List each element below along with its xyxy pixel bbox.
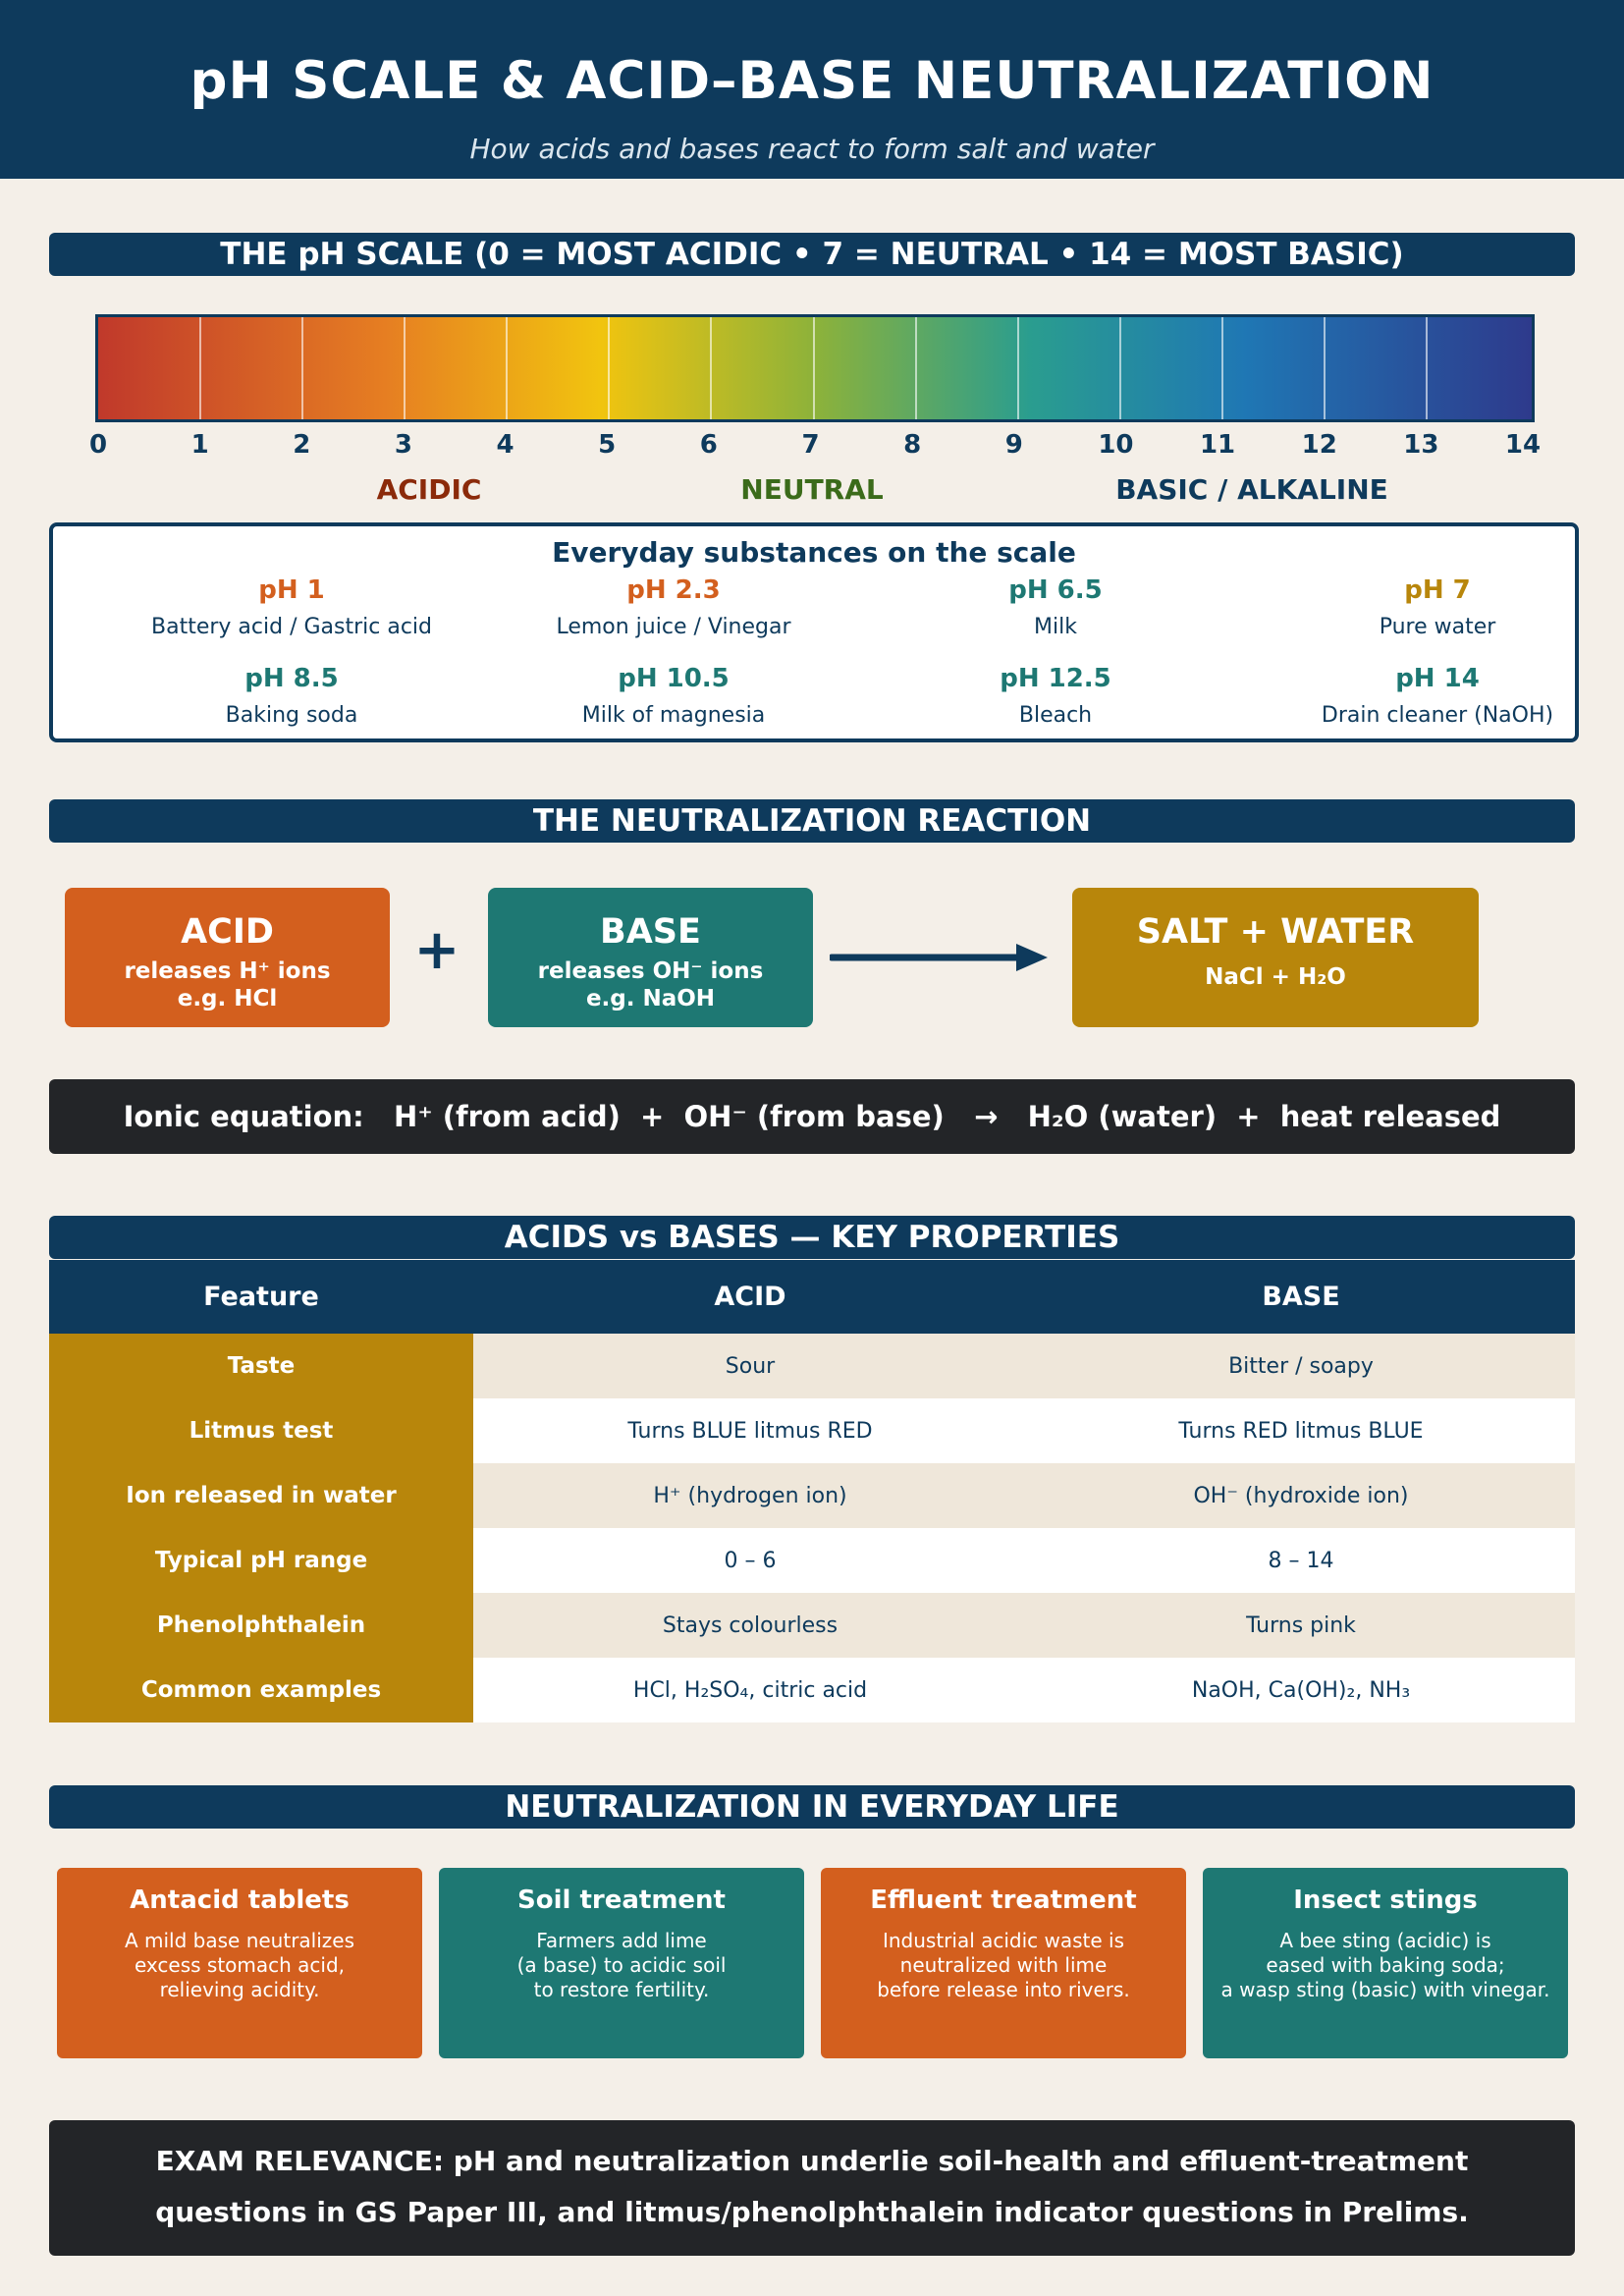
card-text-line: neutralized with lime bbox=[899, 1953, 1108, 1977]
page-title: pH SCALE & ACID–BASE NEUTRALIZATION bbox=[189, 51, 1435, 111]
ph-gridline bbox=[1324, 317, 1326, 419]
product-formula: NaCl + H₂O bbox=[1205, 964, 1346, 990]
table-row bbox=[49, 1658, 1575, 1722]
properties-table bbox=[49, 1260, 1575, 1722]
feature-cell: Phenolphthalein bbox=[49, 1593, 473, 1658]
substance-item bbox=[1246, 664, 1624, 728]
zone-label-neutral: NEUTRAL bbox=[740, 473, 884, 506]
ph-gridline bbox=[1017, 317, 1019, 419]
acid-title: ACID bbox=[181, 912, 274, 952]
product-title: SALT + WATER bbox=[1136, 912, 1415, 952]
substance-item bbox=[100, 575, 483, 639]
card-antacid bbox=[57, 1868, 422, 2058]
acid-cell: Sour bbox=[473, 1334, 1027, 1398]
substance-name: Battery acid / Gastric acid bbox=[151, 615, 432, 639]
ph-tick-label: 9 bbox=[1004, 430, 1023, 460]
base-title: BASE bbox=[600, 912, 701, 952]
ph-gridline bbox=[608, 317, 610, 419]
card-text-line: excess stomach acid, bbox=[134, 1953, 346, 1977]
exam-line-1: EXAM RELEVANCE: pH and neutralization underlie soil-health and effluent-treatment bbox=[155, 2145, 1469, 2177]
feature-cell: Ion released in water bbox=[49, 1463, 473, 1528]
substance-ph: pH 6.5 bbox=[1008, 575, 1103, 605]
ph-tick-label: 11 bbox=[1199, 430, 1236, 460]
ph-tick-label: 12 bbox=[1301, 430, 1337, 460]
section-title-ph-scale: THE pH SCALE (0 = MOST ACIDIC • 7 = NEUTRAL • 14 = MOST BASIC) bbox=[49, 233, 1575, 276]
substance-ph: pH 7 bbox=[1404, 575, 1471, 605]
ph-tick-label: 10 bbox=[1098, 430, 1134, 460]
ph-gridline bbox=[199, 317, 201, 419]
substance-name: Bleach bbox=[1018, 703, 1093, 728]
plus-sign: + bbox=[413, 918, 460, 982]
substance-name: Drain cleaner (NaOH) bbox=[1321, 703, 1554, 728]
table-row bbox=[49, 1593, 1575, 1658]
card-text-line: A bee sting (acidic) is bbox=[1279, 1929, 1491, 1952]
card-text-line: relieving acidity. bbox=[159, 1978, 320, 2001]
substance-name: Milk bbox=[1034, 615, 1077, 639]
card-text-line: Industrial acidic waste is bbox=[882, 1929, 1125, 1952]
acid-line-1: releases H⁺ ions bbox=[124, 958, 331, 984]
ph-gridline bbox=[301, 317, 303, 419]
card-text-line: to restore fertility. bbox=[533, 1978, 710, 2001]
ionic-equation: Ionic equation: H⁺ (from acid) + OH⁻ (from base) → H₂O (water) + heat released bbox=[49, 1079, 1575, 1154]
column-header-base: BASE bbox=[1027, 1260, 1575, 1334]
exam-relevance-banner bbox=[49, 2120, 1575, 2256]
ph-gridline bbox=[404, 317, 406, 419]
substance-ph: pH 1 bbox=[258, 575, 325, 605]
card-title: Insect stings bbox=[1293, 1886, 1478, 1915]
ph-gridline bbox=[1221, 317, 1223, 419]
ph-gridline bbox=[813, 317, 815, 419]
table-row bbox=[49, 1463, 1575, 1528]
base-cell: Bitter / soapy bbox=[1027, 1334, 1575, 1398]
acid-cell: H⁺ (hydrogen ion) bbox=[473, 1463, 1027, 1528]
base-cell: Turns pink bbox=[1027, 1593, 1575, 1658]
ph-gridline bbox=[915, 317, 917, 419]
substance-ph: pH 8.5 bbox=[244, 664, 339, 693]
acid-line-2: e.g. HCl bbox=[177, 986, 278, 1011]
arrow-right-icon bbox=[830, 941, 1051, 974]
card-insect-stings bbox=[1203, 1868, 1568, 2058]
acid-box bbox=[65, 888, 390, 1027]
base-cell: 8 – 14 bbox=[1027, 1528, 1575, 1593]
base-line-1: releases OH⁻ ions bbox=[537, 958, 764, 984]
substance-ph: pH 12.5 bbox=[1000, 664, 1111, 693]
ph-tick-label: 6 bbox=[699, 430, 718, 460]
substance-item bbox=[482, 575, 865, 639]
substance-name: Milk of magnesia bbox=[581, 703, 766, 728]
table-row bbox=[49, 1334, 1575, 1398]
feature-cell: Typical pH range bbox=[49, 1528, 473, 1593]
ph-gridline bbox=[710, 317, 712, 419]
substance-ph: pH 2.3 bbox=[626, 575, 721, 605]
base-cell: NaOH, Ca(OH)₂, NH₃ bbox=[1027, 1658, 1575, 1722]
acid-cell: Turns BLUE litmus RED bbox=[473, 1398, 1027, 1463]
substance-item bbox=[1246, 575, 1624, 639]
ph-gridline bbox=[1119, 317, 1121, 419]
base-cell: Turns RED litmus BLUE bbox=[1027, 1398, 1575, 1463]
ph-tick-label: 7 bbox=[801, 430, 820, 460]
ph-tick-label: 1 bbox=[190, 430, 209, 460]
card-text-line: (a base) to acidic soil bbox=[516, 1953, 727, 1977]
ph-tick-label: 13 bbox=[1403, 430, 1439, 460]
acid-cell: HCl, H₂SO₄, citric acid bbox=[473, 1658, 1027, 1722]
card-title: Antacid tablets bbox=[130, 1886, 350, 1915]
section-title-reaction: THE NEUTRALIZATION REACTION bbox=[49, 799, 1575, 843]
section-title-everyday: NEUTRALIZATION IN EVERYDAY LIFE bbox=[49, 1785, 1575, 1829]
exam-line-2: questions in GS Paper III, and litmus/phenolphthalein indicator questions in Prelims. bbox=[155, 2196, 1469, 2228]
substance-ph: pH 10.5 bbox=[618, 664, 730, 693]
card-text-line: a wasp sting (basic) with vinegar. bbox=[1220, 1978, 1550, 2001]
base-cell: OH⁻ (hydroxide ion) bbox=[1027, 1463, 1575, 1528]
section-title-properties: ACIDS vs BASES — KEY PROPERTIES bbox=[49, 1216, 1575, 1259]
substances-panel bbox=[49, 522, 1579, 742]
card-text-line: eased with baking soda; bbox=[1266, 1953, 1505, 1977]
ph-tick-label: 8 bbox=[903, 430, 922, 460]
substance-ph: pH 14 bbox=[1395, 664, 1480, 693]
card-text-line: A mild base neutralizes bbox=[124, 1929, 355, 1952]
substance-item bbox=[100, 664, 483, 728]
column-header-feature: Feature bbox=[49, 1260, 473, 1334]
feature-cell: Common examples bbox=[49, 1658, 473, 1722]
feature-cell: Litmus test bbox=[49, 1398, 473, 1463]
ph-tick-label: 3 bbox=[394, 430, 412, 460]
zone-label-basic: BASIC / ALKALINE bbox=[1115, 473, 1388, 506]
substances-title: Everyday substances on the scale bbox=[552, 536, 1076, 569]
table-row bbox=[49, 1398, 1575, 1463]
ph-tick-label: 5 bbox=[598, 430, 617, 460]
card-effluent bbox=[821, 1868, 1186, 2058]
acid-cell: 0 – 6 bbox=[473, 1528, 1027, 1593]
table-row bbox=[49, 1528, 1575, 1593]
base-box bbox=[488, 888, 813, 1027]
card-soil bbox=[439, 1868, 804, 2058]
card-text-line: Farmers add lime bbox=[536, 1929, 707, 1952]
card-title: Effluent treatment bbox=[870, 1886, 1137, 1915]
card-text-line: before release into rivers. bbox=[877, 1978, 1130, 2001]
base-line-2: e.g. NaOH bbox=[585, 986, 716, 1011]
substance-name: Baking soda bbox=[225, 703, 358, 728]
substance-name: Pure water bbox=[1379, 615, 1496, 639]
ph-tick-label: 4 bbox=[496, 430, 514, 460]
feature-cell: Taste bbox=[49, 1334, 473, 1398]
product-box bbox=[1072, 888, 1479, 1027]
table-header-row bbox=[49, 1260, 1575, 1334]
substance-item bbox=[482, 664, 865, 728]
ph-gridline bbox=[506, 317, 508, 419]
acid-cell: Stays colourless bbox=[473, 1593, 1027, 1658]
page-subtitle: How acids and bases react to form salt and water bbox=[469, 133, 1155, 165]
substance-name: Lemon juice / Vinegar bbox=[556, 615, 791, 639]
column-header-acid: ACID bbox=[473, 1260, 1027, 1334]
substance-item bbox=[864, 575, 1247, 639]
ph-tick-label: 2 bbox=[293, 430, 311, 460]
ph-gridline bbox=[1426, 317, 1428, 419]
ph-gradient-bar bbox=[95, 314, 1535, 422]
zone-label-acidic: ACIDIC bbox=[376, 473, 482, 506]
ph-tick-label: 0 bbox=[88, 430, 108, 460]
card-title: Soil treatment bbox=[517, 1886, 726, 1915]
ph-tick-label: 14 bbox=[1504, 430, 1542, 460]
substance-item bbox=[864, 664, 1247, 728]
